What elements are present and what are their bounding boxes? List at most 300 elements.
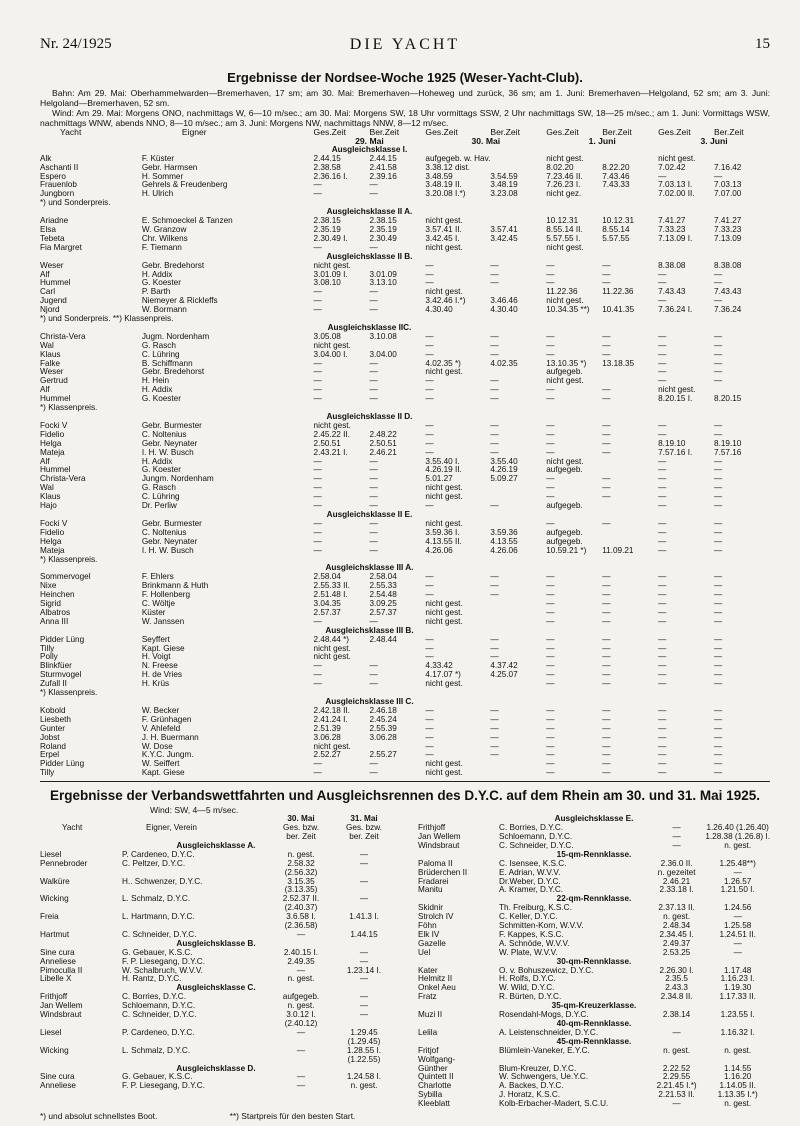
time-day-2: — bbox=[733, 947, 742, 957]
time-cell: 2.38.15 bbox=[313, 216, 341, 226]
time-cell: — bbox=[602, 269, 611, 279]
time-cell: — bbox=[369, 670, 378, 680]
time-cell: — bbox=[602, 492, 611, 502]
yacht-name: Mateja bbox=[40, 545, 65, 555]
owner-club: L. Hartmann, D.Y.C. bbox=[122, 912, 195, 922]
time-cell: nicht gest. bbox=[313, 260, 351, 270]
time-cell: — bbox=[658, 171, 667, 181]
owner-club: A. Kramer, D.Y.C. bbox=[499, 885, 564, 895]
time-day-1: — bbox=[296, 1027, 306, 1037]
time-cell: — bbox=[490, 572, 499, 582]
time-cell: — bbox=[658, 492, 667, 502]
time-day-1: 2.21.45 I.*) bbox=[656, 1081, 697, 1091]
time-cell: 8.19.10 bbox=[658, 438, 686, 448]
time-cell bbox=[602, 368, 658, 377]
owner-name: F. Küster bbox=[141, 153, 175, 163]
time-cell: 7.13.09 I. bbox=[658, 233, 693, 243]
time-cell: — bbox=[546, 643, 555, 653]
owner-name: W. Granzow bbox=[141, 224, 187, 234]
time-cell: — bbox=[490, 723, 499, 733]
time-cell: 4.33.42 bbox=[425, 661, 453, 671]
class-heading: 15-qm-Rennklasse. bbox=[556, 849, 632, 859]
time-cell: 2.55.33 bbox=[369, 581, 397, 591]
time-cell: — bbox=[714, 278, 723, 288]
race-date: 30. Mai bbox=[471, 135, 501, 146]
owner-name: I. H. W. Busch bbox=[141, 447, 194, 457]
time-cell: — bbox=[369, 501, 378, 511]
owner-name: Dr. Perliw bbox=[141, 501, 177, 511]
time-cell: 7.33.23 bbox=[658, 224, 686, 234]
footnote-fastest: *) und absolut schnellstes Boot. bbox=[40, 1111, 158, 1122]
yacht-name: Carl bbox=[40, 287, 56, 297]
table-row bbox=[418, 931, 770, 940]
time-day-1: — bbox=[672, 840, 681, 850]
time-cell: — bbox=[490, 260, 499, 270]
time-day-2: (1.29.45) bbox=[347, 1036, 381, 1046]
yacht-name: Erpel bbox=[40, 750, 60, 760]
time-cell: — bbox=[658, 714, 667, 724]
time-cell: nicht gest. bbox=[313, 420, 351, 430]
time-cell: — bbox=[369, 180, 378, 190]
time-day-1: n. gezeitet bbox=[657, 867, 696, 877]
time-cell: — bbox=[546, 723, 555, 733]
time-cell: aufgegeb. bbox=[546, 536, 583, 546]
time-cell: — bbox=[714, 340, 723, 350]
time-cell: — bbox=[425, 278, 434, 288]
col-header: Ber.Zeit bbox=[490, 127, 520, 137]
time-cell: — bbox=[313, 456, 322, 466]
time-day-2: — bbox=[733, 912, 742, 922]
yacht-name: Zufall II bbox=[40, 679, 67, 689]
time-cell: — bbox=[658, 420, 667, 430]
yacht-name: Sine cura bbox=[40, 1072, 75, 1082]
rhein-left-column bbox=[40, 815, 392, 1109]
time-cell: nicht gest. bbox=[658, 385, 696, 395]
time-cell: 3.06.28 bbox=[369, 732, 397, 742]
time-cell: — bbox=[658, 367, 667, 377]
time-cell: — bbox=[658, 269, 667, 279]
time-cell: — bbox=[425, 385, 434, 395]
time-cell: — bbox=[369, 518, 378, 528]
yacht-name bbox=[40, 1056, 122, 1065]
time-cell: 2.43.21 I. bbox=[313, 447, 348, 457]
time-cell: — bbox=[602, 705, 611, 715]
time-cell: 3.57.41 II. bbox=[425, 224, 462, 234]
time-cell: 7.43.43 bbox=[658, 287, 686, 297]
time-cell: — bbox=[714, 376, 723, 386]
owner-name: C. Noltenius bbox=[141, 429, 187, 439]
owner-club: Kolb-Erbacher-Madert, S.C.U. bbox=[499, 1099, 609, 1109]
time-cell: — bbox=[490, 643, 499, 653]
owner-name: W. Dose bbox=[141, 741, 173, 751]
time-cell bbox=[602, 190, 658, 199]
table-row bbox=[40, 869, 392, 878]
owner-name: F. Grünhagen bbox=[141, 714, 192, 724]
owner-club: C. Schneider, D.Y.C. bbox=[122, 929, 197, 939]
time-cell: — bbox=[714, 705, 723, 715]
time-cell: — bbox=[658, 705, 667, 715]
yacht-name: Wolfgang- bbox=[418, 1054, 456, 1064]
time-cell: — bbox=[658, 652, 667, 662]
table-row bbox=[40, 1029, 392, 1038]
rhein-header-row bbox=[40, 815, 392, 824]
yacht-name: Alk bbox=[40, 153, 52, 163]
owner-name: H. Addix bbox=[141, 269, 173, 279]
time-cell: — bbox=[658, 661, 667, 671]
yacht-name: Sybilla bbox=[418, 1090, 443, 1100]
time-cell: — bbox=[602, 278, 611, 288]
time-cell: — bbox=[658, 616, 667, 626]
table-row bbox=[40, 1011, 392, 1020]
time-cell: 2.55.27 bbox=[369, 750, 397, 760]
time-cell: — bbox=[546, 278, 555, 288]
time-cell: nicht gest. bbox=[546, 456, 584, 466]
time-cell bbox=[602, 377, 658, 386]
time-cell: 5.57.55 I. bbox=[546, 233, 581, 243]
time-cell: — bbox=[602, 340, 611, 350]
time-cell: nicht gest. bbox=[546, 242, 584, 252]
time-cell: 2.46.18 bbox=[369, 705, 397, 715]
owner-name: W. Seiffert bbox=[141, 759, 180, 769]
nordsee-wind: Wind: Am 29. Mai: Morgens ONO, nachmittags W, 6—10 m/sec.; am 30. Mai: Morgens SW, 18 Uhr vormittags SSW, 2 Uhr nachmittags SW, 18—25 m/sec.; am 1. Juni: Vormittags WSW, nachmittags WNW, abends NNO, 8—10 m/sec.; am 3. Juni: Morgens NW, nachmittags NNW, 8—12 m/sec. bbox=[40, 108, 770, 128]
time-cell: — bbox=[658, 278, 667, 288]
class-heading: 45-qm-Rennklasse. bbox=[556, 1036, 632, 1046]
time-cell: — bbox=[602, 750, 611, 760]
yacht-name: Hummel bbox=[40, 278, 71, 288]
time-cell: nicht gest. bbox=[425, 367, 463, 377]
time-cell: 2.41.58 bbox=[369, 162, 397, 172]
time-cell bbox=[369, 645, 425, 654]
time-cell: 2.57.37 bbox=[313, 607, 341, 617]
time-cell: 4.02.35 *) bbox=[425, 358, 461, 368]
time-cell: — bbox=[714, 358, 723, 368]
owner-name: F. Hollenberg bbox=[141, 590, 191, 600]
col-header-yacht: Yacht bbox=[62, 823, 83, 833]
time-cell bbox=[490, 769, 546, 778]
yacht-name: Weser bbox=[40, 260, 64, 270]
rhein-date: 31. Mai bbox=[350, 814, 378, 824]
time-cell: — bbox=[714, 616, 723, 626]
time-cell: 4.26.06 bbox=[490, 545, 518, 555]
table-row bbox=[40, 993, 392, 1002]
time-cell: — bbox=[546, 768, 555, 778]
time-cell: — bbox=[425, 741, 434, 751]
time-day-2: n. gest. bbox=[724, 1099, 752, 1109]
time-cell: 10.59.21 *) bbox=[546, 545, 587, 555]
time-cell bbox=[658, 244, 714, 253]
time-cell: — bbox=[658, 474, 667, 484]
owner-club: E. Adrian, W.V.V. bbox=[499, 867, 561, 877]
owner-name: H. Voigt bbox=[141, 652, 171, 662]
time-cell bbox=[490, 680, 546, 689]
yacht-name: Quintett II bbox=[418, 1072, 454, 1082]
time-day-1: 2.29.55 bbox=[662, 1072, 691, 1082]
time-cell: — bbox=[546, 340, 555, 350]
time-cell: — bbox=[714, 474, 723, 484]
class-heading: 30-qm-Rennklasse. bbox=[556, 956, 632, 966]
yacht-name: Hajo bbox=[40, 501, 57, 511]
time-cell: 2.58.04 bbox=[369, 572, 397, 582]
time-day-1: n. gest. bbox=[663, 912, 691, 922]
time-cell: 7.23.46 II. bbox=[546, 171, 583, 181]
table-row bbox=[40, 860, 392, 869]
time-cell: — bbox=[490, 420, 499, 430]
table-row bbox=[418, 922, 770, 931]
rhein-left-table bbox=[40, 815, 392, 1091]
time-cell bbox=[490, 484, 546, 493]
time-cell: — bbox=[425, 643, 434, 653]
time-cell: 2.48.44 bbox=[369, 634, 397, 644]
rhein-right-table bbox=[418, 815, 770, 1109]
time-cell: 8.55.14 II. bbox=[546, 224, 583, 234]
time-day-1: 2.58.32 bbox=[287, 858, 315, 868]
time-cell: 7.43.43 bbox=[714, 287, 742, 297]
time-cell: 4.37.42 bbox=[490, 661, 518, 671]
time-cell: — bbox=[602, 714, 611, 724]
nordsee-course: Bahn: Am 29. Mai: Oberhammelwarden—Bremerhaven, 17 sm; am 30. Mai: Bremerhaven—Hoheweg und zurück, 36 sm; am 1. Juni: Bremerhaven—Helgoland, 52 sm; am 3. Juni: Helgoland—Bremerhaven, 52 sm. bbox=[40, 88, 770, 108]
footnote: *) und Sonderpreis. bbox=[40, 198, 111, 208]
time-day-1: — bbox=[296, 1072, 306, 1082]
time-cell: — bbox=[369, 759, 378, 769]
time-cell: — bbox=[602, 741, 611, 751]
owner-name: B. Schiffmann bbox=[141, 358, 193, 368]
time-cell: — bbox=[658, 465, 667, 475]
class-heading: 22-qm-Rennklasse. bbox=[556, 894, 632, 904]
yacht-name: Onkel Aeu bbox=[418, 983, 456, 993]
time-cell bbox=[490, 760, 546, 769]
owner-club: A. Leistenschneider, D.Y.C. bbox=[499, 1027, 599, 1037]
time-cell: — bbox=[602, 474, 611, 484]
owner-name: Jugm. Nordenham bbox=[141, 331, 210, 341]
yacht-name: Frauenlob bbox=[40, 180, 77, 190]
time-day-1: 3.6.58 I. bbox=[286, 912, 316, 922]
owner-name: Gehrels & Freudenberg bbox=[141, 180, 228, 190]
time-cell: — bbox=[658, 581, 667, 591]
time-cell: — bbox=[490, 394, 499, 404]
time-cell: — bbox=[425, 581, 434, 591]
yacht-name: Strolch IV bbox=[418, 912, 454, 922]
time-cell: 3.59.36 bbox=[490, 527, 518, 537]
class-heading-row bbox=[40, 1065, 392, 1074]
time-cell: 4.13.55 bbox=[490, 536, 518, 546]
owner-name: P. Barth bbox=[141, 287, 171, 297]
time-cell: nicht gest. bbox=[546, 376, 584, 386]
owner-name: G. Rasch bbox=[141, 340, 176, 350]
owner-name: E. Schmoeckel & Tanzen bbox=[141, 216, 233, 226]
time-cell bbox=[602, 529, 658, 538]
time-cell: 2.51.39 bbox=[313, 723, 341, 733]
time-cell: — bbox=[490, 652, 499, 662]
time-cell: — bbox=[313, 189, 322, 199]
table-row bbox=[40, 1073, 392, 1082]
time-cell: — bbox=[658, 501, 667, 511]
time-cell: — bbox=[714, 367, 723, 377]
yacht-name: Wicking bbox=[40, 894, 69, 904]
time-cell: — bbox=[658, 456, 667, 466]
rhein-right-body bbox=[418, 815, 770, 1109]
footnote: *) Klassenpreis. bbox=[40, 554, 98, 564]
time-cell: nicht gest. bbox=[425, 607, 463, 617]
owner-club: P. Cardeneo, D.Y.C. bbox=[122, 1027, 195, 1037]
time-cell: — bbox=[658, 572, 667, 582]
time-cell: — bbox=[714, 732, 723, 742]
yacht-name: Gunter bbox=[40, 723, 66, 733]
owner-club: O. v. Bohuszewicz, D.Y.C. bbox=[499, 965, 594, 975]
time-cell: — bbox=[313, 518, 322, 528]
owner-club: L. Schmalz, D.Y.C. bbox=[122, 1045, 191, 1055]
race-date: 1. Juni bbox=[588, 135, 616, 146]
owner-club: C. Schneider, D.Y.C. bbox=[499, 840, 574, 850]
time-day-1: n. gest. bbox=[287, 974, 315, 984]
owner-club: Th. Freiburg, K.S.C. bbox=[499, 903, 572, 913]
time-day-2: 1.26.40 (1.26.40) bbox=[706, 823, 769, 833]
time-cell: — bbox=[602, 581, 611, 591]
time-day-2: 1.21.50 I. bbox=[720, 885, 755, 895]
time-cell: 4.30.40 bbox=[490, 305, 518, 315]
time-cell: 2.41.24 I. bbox=[313, 714, 348, 724]
yacht-name: Manitu bbox=[418, 885, 443, 895]
time-cell: 5.09.27 bbox=[490, 474, 518, 484]
time-cell: — bbox=[546, 483, 555, 493]
time-cell bbox=[602, 458, 658, 467]
time-cell: — bbox=[546, 599, 555, 609]
owner-name: H. Sommer bbox=[141, 171, 184, 181]
time-cell: 2.44.15 bbox=[369, 153, 397, 163]
time-cell: — bbox=[714, 590, 723, 600]
time-cell: — bbox=[490, 269, 499, 279]
time-cell bbox=[714, 244, 770, 253]
rhein-wind: Wind: SW, 4—5 m/sec. bbox=[150, 805, 239, 816]
time-cell: — bbox=[425, 705, 434, 715]
time-day-2: — bbox=[359, 974, 369, 984]
time-cell: 3.48.19 II. bbox=[425, 180, 462, 190]
time-day-1: (2.40.12) bbox=[284, 1019, 318, 1028]
time-cell: — bbox=[425, 438, 434, 448]
owner-club: Blum-Kreuzer, D.Y.C. bbox=[499, 1063, 577, 1073]
time-day-2: — bbox=[733, 867, 742, 877]
time-cell: 7.03.13 I. bbox=[658, 180, 693, 190]
time-cell: — bbox=[313, 483, 322, 493]
owner-name: Küster bbox=[141, 607, 166, 617]
yacht-name: Sigrid bbox=[40, 599, 61, 609]
time-cell: — bbox=[313, 465, 322, 475]
owner-name: H. Addix bbox=[141, 456, 173, 466]
rhein-right-column bbox=[418, 815, 770, 1109]
time-day-2: 1.17.48 bbox=[724, 965, 752, 975]
owner-club: Rosendahl-Mogs, D.Y.C. bbox=[499, 1010, 589, 1020]
time-cell: — bbox=[714, 527, 723, 537]
time-cell: — bbox=[313, 180, 322, 190]
time-cell: — bbox=[658, 527, 667, 537]
time-cell: — bbox=[714, 465, 723, 475]
time-cell: 10.12.31 bbox=[546, 216, 579, 226]
time-cell: — bbox=[313, 679, 322, 689]
time-cell: — bbox=[714, 581, 723, 591]
yacht-name: Anneliese bbox=[40, 1081, 76, 1091]
time-cell: — bbox=[546, 607, 555, 617]
class-heading: Ausgleichsklasse II A. bbox=[326, 207, 413, 217]
owner-name: Gebr. Bredehorst bbox=[141, 260, 205, 270]
time-cell: — bbox=[602, 759, 611, 769]
time-cell: — bbox=[602, 429, 611, 439]
yacht-name: Kobold bbox=[40, 705, 66, 715]
table-row bbox=[40, 958, 392, 967]
time-day-2: 1.19.30 bbox=[724, 983, 752, 993]
nordsee-results-body bbox=[40, 128, 770, 778]
time-cell: 7.57.16 I. bbox=[658, 447, 693, 457]
owner-club: C. Borries, D.Y.C. bbox=[499, 823, 564, 833]
owner-name: F. Tiemann bbox=[141, 242, 182, 252]
time-cell: 8.19.10 bbox=[714, 438, 742, 448]
time-cell: — bbox=[714, 536, 723, 546]
time-cell: — bbox=[425, 652, 434, 662]
time-cell: — bbox=[313, 296, 322, 306]
time-cell: 4.26.19 II. bbox=[425, 465, 462, 475]
time-cell: — bbox=[425, 376, 434, 386]
time-day-2: 1.24.51 II. bbox=[719, 929, 756, 939]
yacht-name: Hummel bbox=[40, 394, 71, 404]
time-day-1: 2.48.34 bbox=[662, 921, 691, 931]
time-cell: — bbox=[490, 349, 499, 359]
time-cell: 3.04.00 I. bbox=[313, 349, 348, 359]
yacht-name: Fritjof bbox=[418, 1045, 439, 1055]
table-row bbox=[40, 680, 770, 689]
owner-club: G. Gebauer, K.S.C. bbox=[122, 1072, 193, 1082]
time-cell: — bbox=[658, 759, 667, 769]
yacht-name: Liesel bbox=[40, 1027, 62, 1037]
class-heading-row bbox=[40, 842, 392, 851]
owner-club: Schmitten-Korn, W.V.V. bbox=[499, 921, 584, 931]
owner-name: H. Krüs bbox=[141, 679, 170, 689]
time-cell: — bbox=[313, 616, 322, 626]
time-cell: — bbox=[658, 545, 667, 555]
time-cell: nicht gest. bbox=[313, 652, 351, 662]
class-heading-row bbox=[418, 1038, 770, 1047]
yacht-name: Brüderchen II bbox=[418, 867, 468, 877]
time-cell: 2.38.15 bbox=[369, 216, 397, 226]
time-cell: — bbox=[658, 518, 667, 528]
time-cell: — bbox=[490, 750, 499, 760]
time-day-2: 1.25.58 bbox=[724, 921, 752, 931]
time-cell bbox=[490, 618, 546, 627]
owner-club: C. Keller, D.Y.C. bbox=[499, 912, 558, 922]
time-cell: — bbox=[313, 545, 322, 555]
yacht-name: Espero bbox=[40, 171, 66, 181]
time-cell: 8.20.15 I. bbox=[658, 394, 693, 404]
time-cell: 4.30.40 bbox=[425, 305, 453, 315]
time-day-1: 2.21.53 II. bbox=[658, 1090, 695, 1100]
nordsee-header-row bbox=[40, 128, 770, 137]
time-cell: — bbox=[658, 376, 667, 386]
time-cell: — bbox=[313, 474, 322, 484]
owner-name: Kapt. Giese bbox=[141, 643, 185, 653]
time-cell: 3.01.09 I. bbox=[313, 269, 348, 279]
time-cell: — bbox=[714, 545, 723, 555]
yacht-name: Pennebroder bbox=[40, 858, 88, 868]
footnote: *) Klassenpreis. bbox=[40, 403, 98, 413]
time-day-2: 1.25.48**) bbox=[719, 858, 756, 868]
time-cell: — bbox=[658, 741, 667, 751]
time-day-2: 1.24.56 bbox=[724, 903, 752, 913]
owner-club: C. Peltzer, D.Y.C. bbox=[122, 858, 186, 868]
time-cell: — bbox=[369, 483, 378, 493]
class-heading: Ausgleichsklasse II B. bbox=[326, 251, 413, 261]
col-header: Ges.Zeit bbox=[313, 127, 346, 137]
time-cell: — bbox=[714, 492, 723, 502]
time-cell: 3.42.45 I. bbox=[425, 233, 460, 243]
owner-name: Seyffert bbox=[141, 634, 170, 644]
yacht-name: Njord bbox=[40, 305, 60, 315]
